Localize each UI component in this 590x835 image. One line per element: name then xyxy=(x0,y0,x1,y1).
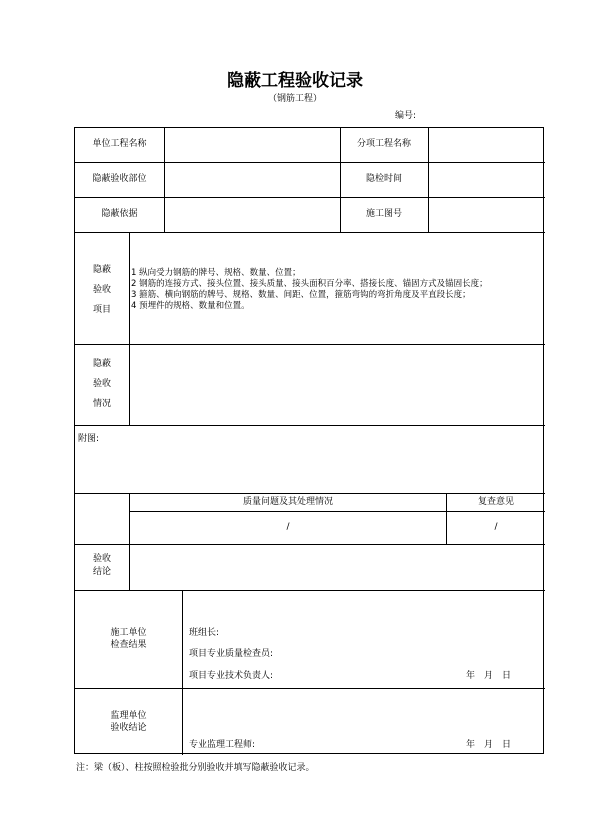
situation-field[interactable] xyxy=(130,345,545,425)
acceptance-item: 1 纵向受力钢筋的牌号、规格、数量、位置； xyxy=(131,268,301,278)
review-opinion-header: 复查意见 xyxy=(477,496,514,507)
subitem-project-name-label: 分项工程名称 xyxy=(356,139,411,150)
conclusion-label xyxy=(75,553,129,579)
situation-label-line: 验收 xyxy=(92,379,111,389)
construction-unit-label xyxy=(75,627,182,651)
drawing-number-label: 施工图号 xyxy=(365,209,402,220)
hidden-basis-field[interactable] xyxy=(165,198,340,232)
record-table xyxy=(74,127,544,754)
acceptance-items-list xyxy=(131,268,488,312)
items-label-line: 项目 xyxy=(92,305,111,315)
hidden-basis-label: 隐蔽依据 xyxy=(101,209,138,220)
subitem-project-name-field[interactable] xyxy=(429,128,545,162)
unit-project-name-label: 单位工程名称 xyxy=(92,139,147,150)
review-opinion-value: / xyxy=(494,522,498,533)
inspection-time-label: 隐检时间 xyxy=(365,174,402,185)
supervision-label-line: 监理单位 xyxy=(110,711,147,721)
code-label: 编号: xyxy=(395,111,417,121)
quality-issues-header: 质量问题及其处理情况 xyxy=(242,496,333,507)
acceptance-item: 2 钢筋的连接方式、接头位置、接头质量、接头面积百分率、搭接长度、锚固方式及锚固长度； xyxy=(131,279,488,289)
situation-label-line: 情况 xyxy=(92,399,111,409)
construction-label-line: 施工单位 xyxy=(110,628,147,638)
inspection-time-field[interactable] xyxy=(429,163,545,197)
acceptance-item: 4 预埋件的规格、数量和位置。 xyxy=(131,301,250,311)
unit-project-name-field[interactable] xyxy=(165,128,340,162)
attachment-label: 附图: xyxy=(78,434,100,444)
construction-label-line: 检查结果 xyxy=(110,640,147,650)
situation-label-line: 隐蔽 xyxy=(92,359,111,369)
quality-issues-value: / xyxy=(286,522,290,533)
drawing-number-field[interactable] xyxy=(429,198,545,232)
quality-inspector-label: 项目专业质量检查员: xyxy=(189,649,274,659)
hidden-acceptance-location-field[interactable] xyxy=(165,163,340,197)
team-leader-label: 班组长: xyxy=(189,628,220,638)
situation-section-label xyxy=(75,354,129,414)
hidden-acceptance-location-label: 隐蔽验收部位 xyxy=(92,174,147,185)
items-section-label xyxy=(75,260,129,320)
supervising-engineer-label: 专业监理工程师: xyxy=(189,740,256,750)
supervision-label-line: 验收结论 xyxy=(110,723,147,733)
page-title: 隐蔽工程验收记录 xyxy=(227,71,363,91)
tech-lead-label: 项目专业技术负责人: xyxy=(189,671,274,681)
construction-date: 年 月 日 xyxy=(466,671,512,681)
footnote: 注：梁（板）、柱按照检验批分别验收并填写隐蔽验收记录。 xyxy=(76,763,315,773)
supervision-date: 年 月 日 xyxy=(466,740,512,750)
acceptance-item: 3 箍筋、横向钢筋的牌号、规格、数量、间距、位置，箍筋弯钩的弯折角度及平直段长度； xyxy=(131,290,471,300)
items-label-line: 隐蔽 xyxy=(92,265,111,275)
conclusion-label-line: 验收 xyxy=(92,554,111,564)
supervision-unit-label xyxy=(75,710,182,734)
page-subtitle: （钢筋工程） xyxy=(267,94,322,104)
items-label-line: 验收 xyxy=(92,285,111,295)
conclusion-label-line: 结论 xyxy=(92,567,111,577)
conclusion-field[interactable] xyxy=(130,545,545,590)
